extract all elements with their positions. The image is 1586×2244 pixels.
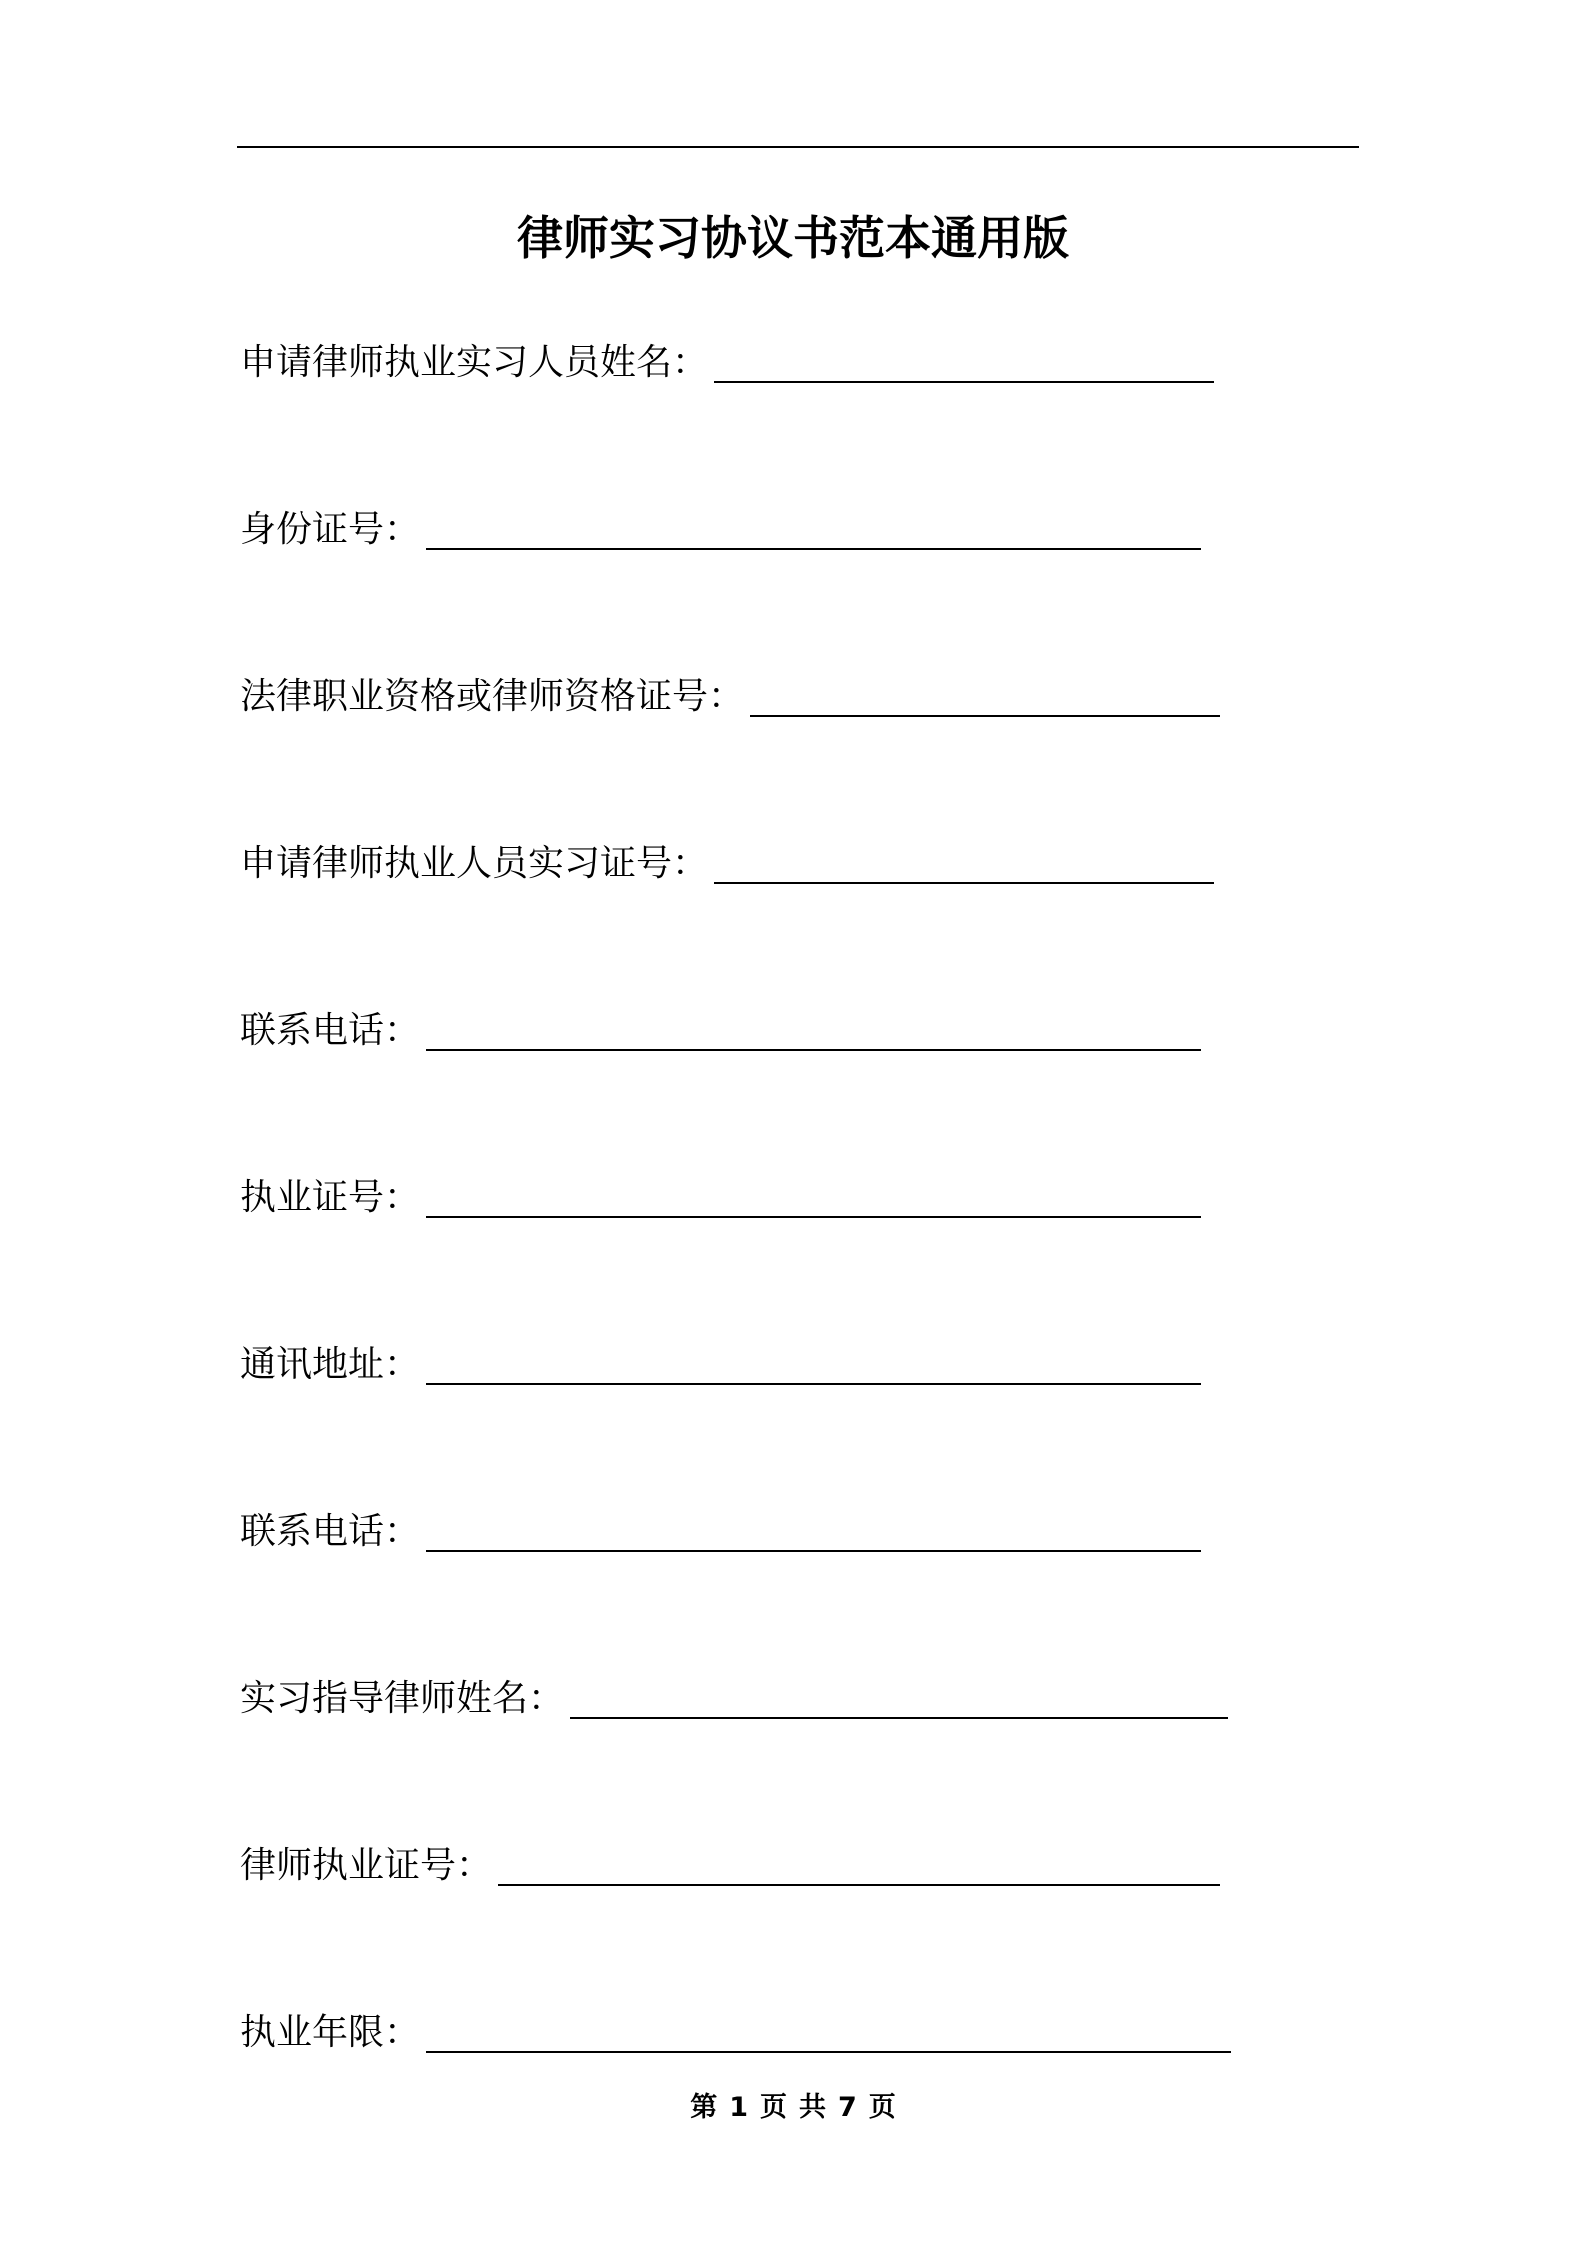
blank-line[interactable] <box>714 844 1214 884</box>
blank-line[interactable] <box>426 2013 1231 2053</box>
field-practice-license <box>240 1170 1201 1220</box>
field-supervisor-name <box>240 1671 1228 1721</box>
blank-line[interactable] <box>426 1178 1201 1218</box>
blank-line[interactable] <box>570 1679 1228 1719</box>
blank-line[interactable] <box>498 1846 1220 1886</box>
header-rule <box>237 146 1359 148</box>
blank-line[interactable] <box>426 510 1201 550</box>
field-label: 实习指导律师姓名： <box>240 1678 565 1719</box>
total-page-count: 7 <box>838 2092 857 2123</box>
current-page-number: 1 <box>729 2092 748 2123</box>
blank-line[interactable] <box>750 677 1220 717</box>
field-internship-certificate <box>240 836 1214 886</box>
field-label: 联系电话： <box>240 1511 421 1552</box>
footer-prefix: 第 <box>690 2092 718 2123</box>
field-label: 律师执业证号： <box>240 1845 493 1886</box>
footer-total-prefix: 共 <box>799 2092 826 2123</box>
document-title: 律师实习协议书范本通用版 <box>517 211 1069 265</box>
field-label: 身份证号： <box>240 509 421 550</box>
field-id-number <box>240 502 1201 552</box>
field-years-of-practice <box>240 2005 1231 2055</box>
field-label: 申请律师执业人员实习证号： <box>240 843 709 884</box>
field-label: 执业年限： <box>240 2012 421 2053</box>
footer-page-word: 页 <box>760 2092 787 2123</box>
blank-line[interactable] <box>426 1345 1201 1385</box>
field-applicant-name <box>240 335 1214 385</box>
field-label: 联系电话： <box>240 1010 421 1051</box>
blank-line[interactable] <box>714 343 1214 383</box>
blank-line[interactable] <box>426 1011 1201 1051</box>
field-label: 通讯地址： <box>240 1344 421 1385</box>
field-address <box>240 1337 1201 1387</box>
field-lawyer-license <box>240 1838 1220 1888</box>
field-phone-2 <box>240 1504 1201 1554</box>
field-label: 法律职业资格或律师资格证号： <box>240 676 745 717</box>
footer-page-word-2: 页 <box>868 2092 896 2123</box>
field-phone <box>240 1003 1201 1053</box>
page-footer <box>0 2090 1586 2126</box>
field-qualification-number <box>240 669 1220 719</box>
field-label: 执业证号： <box>240 1177 421 1218</box>
field-label: 申请律师执业实习人员姓名： <box>240 342 709 383</box>
blank-line[interactable] <box>426 1512 1201 1552</box>
